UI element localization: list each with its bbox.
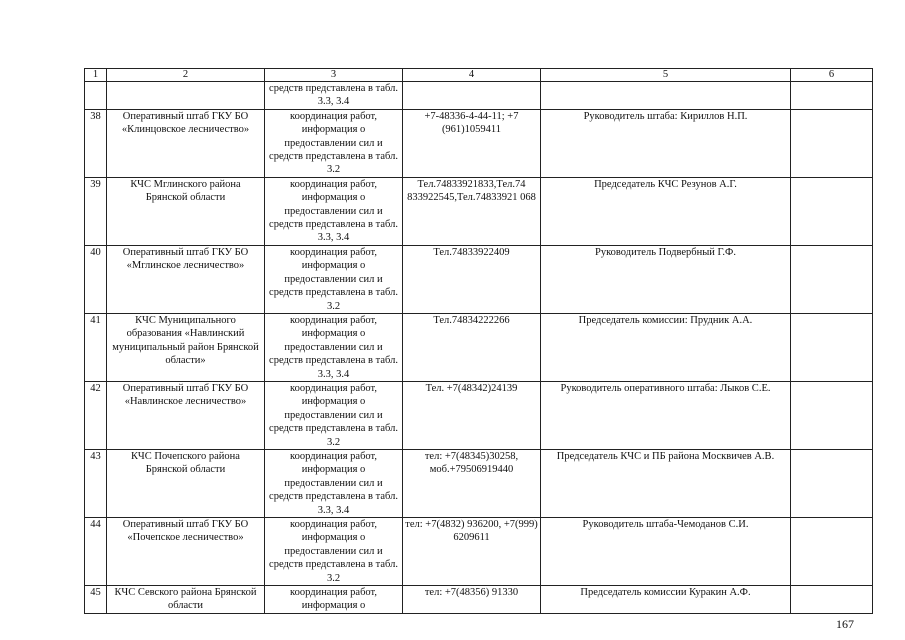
page-number: 167 [836,617,854,631]
cell-func: координация работ, информация о предоставлении сил и средств представлена в табл. 3.3, 3.4 [265,177,403,245]
cell-note [791,518,873,586]
cell-note [791,245,873,313]
cell-head: Руководитель штаба: Кириллов Н.П. [541,109,791,177]
cell-head: Председатель КЧС Резунов А.Г. [541,177,791,245]
table-row [85,518,873,586]
cell-phone: Тел.74834222266 [403,313,541,381]
cell-note [791,82,873,110]
table-header-row [85,69,873,82]
cell-phone: +7-48336-4-44-11; +7 (961)1059411 [403,109,541,177]
header-cell: 2 [107,69,265,82]
table-row-continued [85,82,873,110]
cell-note [791,177,873,245]
cell-num: 45 [85,586,107,614]
cell-num: 43 [85,449,107,517]
cell-org: КЧС Севского района Брянской области [107,586,265,614]
cell-org: Оперативный штаб ГКУ БО «Почепское лесничество» [107,518,265,586]
cell-org [107,82,265,110]
cell-num: 38 [85,109,107,177]
cell-func: координация работ, информация о предоставлении сил и средств представлена в табл. 3.3, 3.4 [265,449,403,517]
cell-func: координация работ, информация о предоставлении сил и средств представлена в табл. 3.3, 3.4 [265,313,403,381]
cell-phone: Тел. +7(48342)24139 [403,381,541,449]
cell-num [85,82,107,110]
cell-phone [403,82,541,110]
cell-head: Председатель комиссии: Прудник А.А. [541,313,791,381]
cell-note [791,313,873,381]
cell-func: координация работ, информация о предоставлении сил и средств представлена в табл. 3.2 [265,518,403,586]
cell-note [791,381,873,449]
cell-head [541,82,791,110]
cell-func: средств представлена в табл. 3.3, 3.4 [265,82,403,110]
cell-head: Руководитель штаба-Чемоданов С.И. [541,518,791,586]
cell-note [791,449,873,517]
cell-num: 40 [85,245,107,313]
cell-org: КЧС Муниципального образования «Навлинский муниципальный район Брянской области» [107,313,265,381]
cell-func: координация работ, информация о [265,586,403,614]
cell-note [791,109,873,177]
table-row [85,381,873,449]
cell-phone: Тел.74833922409 [403,245,541,313]
header-cell: 1 [85,69,107,82]
cell-func: координация работ, информация о предоставлении сил и средств представлена в табл. 3.2 [265,109,403,177]
cell-head: Руководитель оперативного штаба: Лыков С.Е. [541,381,791,449]
table-row [85,313,873,381]
cell-phone: Тел.74833921833,Тел.74 833922545,Тел.74833921 068 [403,177,541,245]
table-row [85,177,873,245]
cell-org: КЧС Почепского района Брянской области [107,449,265,517]
header-cell: 4 [403,69,541,82]
cell-head: Председатель КЧС и ПБ района Москвичев А.В. [541,449,791,517]
header-cell: 6 [791,69,873,82]
cell-phone: тел: +7(4832) 936200, +7(999) 6209611 [403,518,541,586]
cell-head: Председатель комиссии Куракин А.Ф. [541,586,791,614]
cell-func: координация работ, информация о предоставлении сил и средств представлена в табл. 3.2 [265,245,403,313]
table-row [85,449,873,517]
header-cell: 5 [541,69,791,82]
cell-num: 41 [85,313,107,381]
cell-num: 39 [85,177,107,245]
cell-num: 42 [85,381,107,449]
table-row [85,586,873,614]
cell-phone: тел: +7(48356) 91330 [403,586,541,614]
cell-org: КЧС Мглинского района Брянской области [107,177,265,245]
cell-num: 44 [85,518,107,586]
cell-note [791,586,873,614]
contacts-table [84,68,873,614]
cell-org: Оперативный штаб ГКУ БО «Клинцовское лесничество» [107,109,265,177]
cell-head: Руководитель Подвербный Г.Ф. [541,245,791,313]
cell-func: координация работ, информация о предоставлении сил и средств представлена в табл. 3.2 [265,381,403,449]
table-row [85,109,873,177]
header-cell: 3 [265,69,403,82]
table-row [85,245,873,313]
cell-phone: тел: +7(48345)30258, моб.+79506919440 [403,449,541,517]
cell-org: Оперативный штаб ГКУ БО «Навлинское лесничество» [107,381,265,449]
cell-org: Оперативный штаб ГКУ БО «Мглинское лесничество» [107,245,265,313]
